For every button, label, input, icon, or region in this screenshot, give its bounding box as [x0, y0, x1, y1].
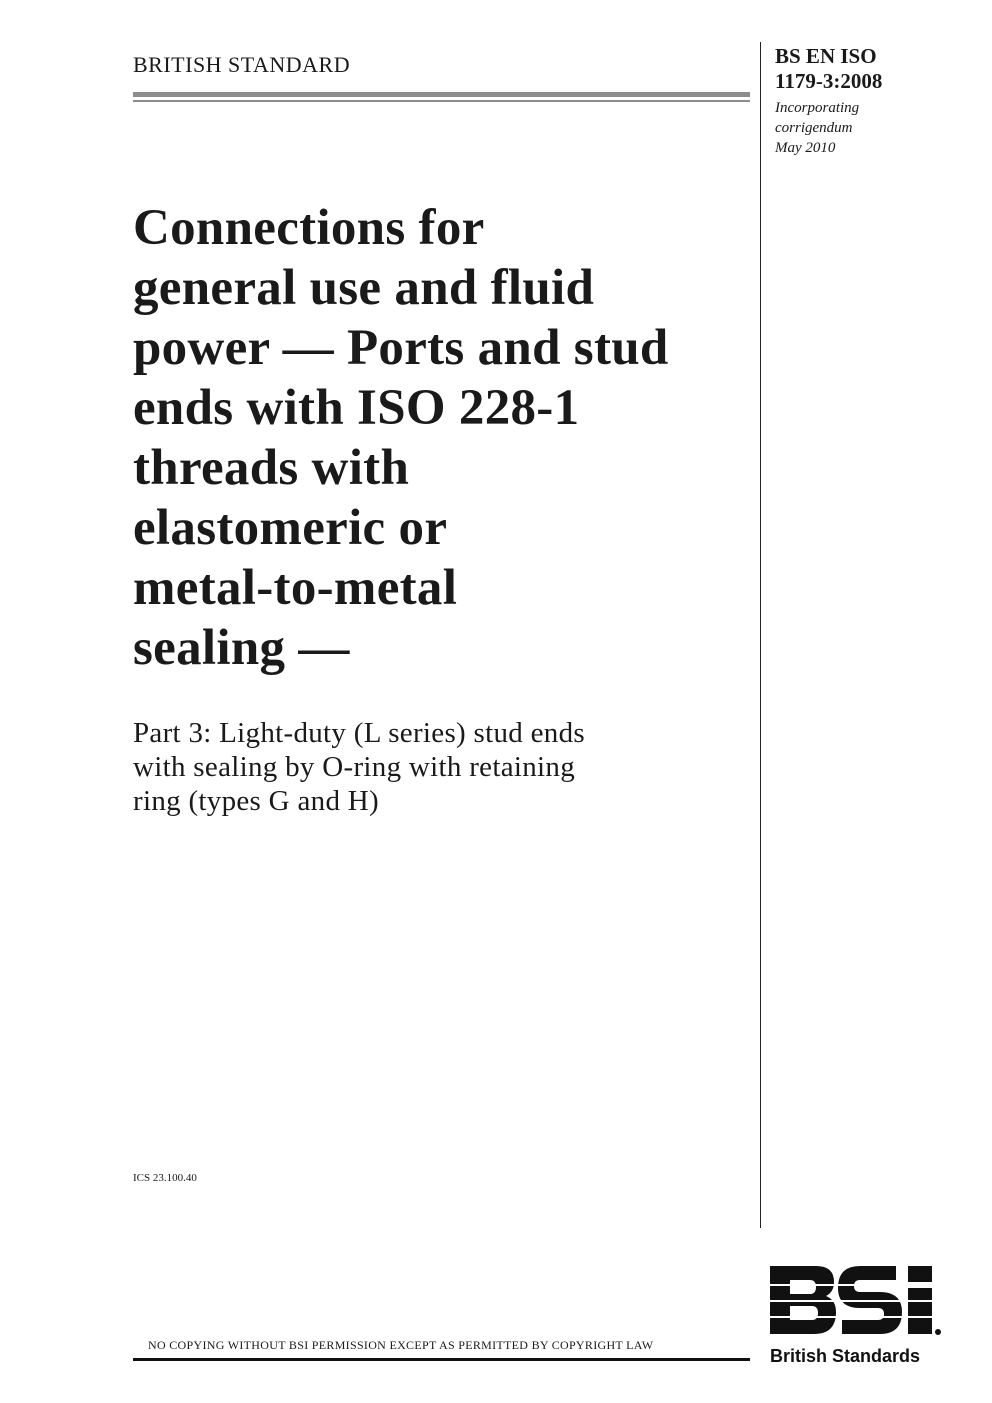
title-line: Connections for — [133, 200, 485, 256]
standard-number-line2: 1179-3:2008 — [775, 69, 883, 93]
header-rule-thin — [133, 100, 750, 102]
copyright-notice: NO COPYING WITHOUT BSI PERMISSION EXCEPT AS PERMITTED BY COPYRIGHT LAW — [148, 1338, 654, 1352]
ics-code: ICS 23.100.40 — [133, 1172, 197, 1184]
title-line: general use and fluid — [133, 260, 595, 316]
standard-number-line1: BS EN ISO — [775, 44, 877, 68]
header-rule — [133, 92, 750, 97]
title-line: power — Ports and stud — [133, 320, 669, 376]
part-line: Part 3: Light-duty (L series) stud ends — [133, 717, 585, 749]
title-line: metal-to-metal — [133, 560, 458, 616]
standard-number — [775, 44, 882, 94]
title-line: threads with — [133, 440, 410, 496]
part-subtitle — [133, 716, 758, 818]
document-title — [133, 198, 758, 678]
document-series-label: BRITISH STANDARD — [133, 52, 351, 77]
logo-caption: British Standards — [770, 1346, 921, 1366]
corrigendum-note-line3: May 2010 — [775, 140, 836, 156]
footer-rule — [133, 1358, 750, 1361]
title-line: ends with ISO 228-1 — [133, 380, 580, 436]
title-line: sealing — — [133, 620, 350, 676]
corrigendum-note-line1: Incorporating — [775, 100, 860, 116]
title-line: elastomeric or — [133, 500, 448, 556]
vertical-divider — [760, 42, 761, 1228]
corrigendum-note-line2: corrigendum — [775, 120, 853, 136]
part-line: with sealing by O-ring with retaining — [133, 751, 575, 783]
corrigendum-note — [775, 98, 859, 158]
part-line: ring (types G and H) — [133, 785, 380, 817]
